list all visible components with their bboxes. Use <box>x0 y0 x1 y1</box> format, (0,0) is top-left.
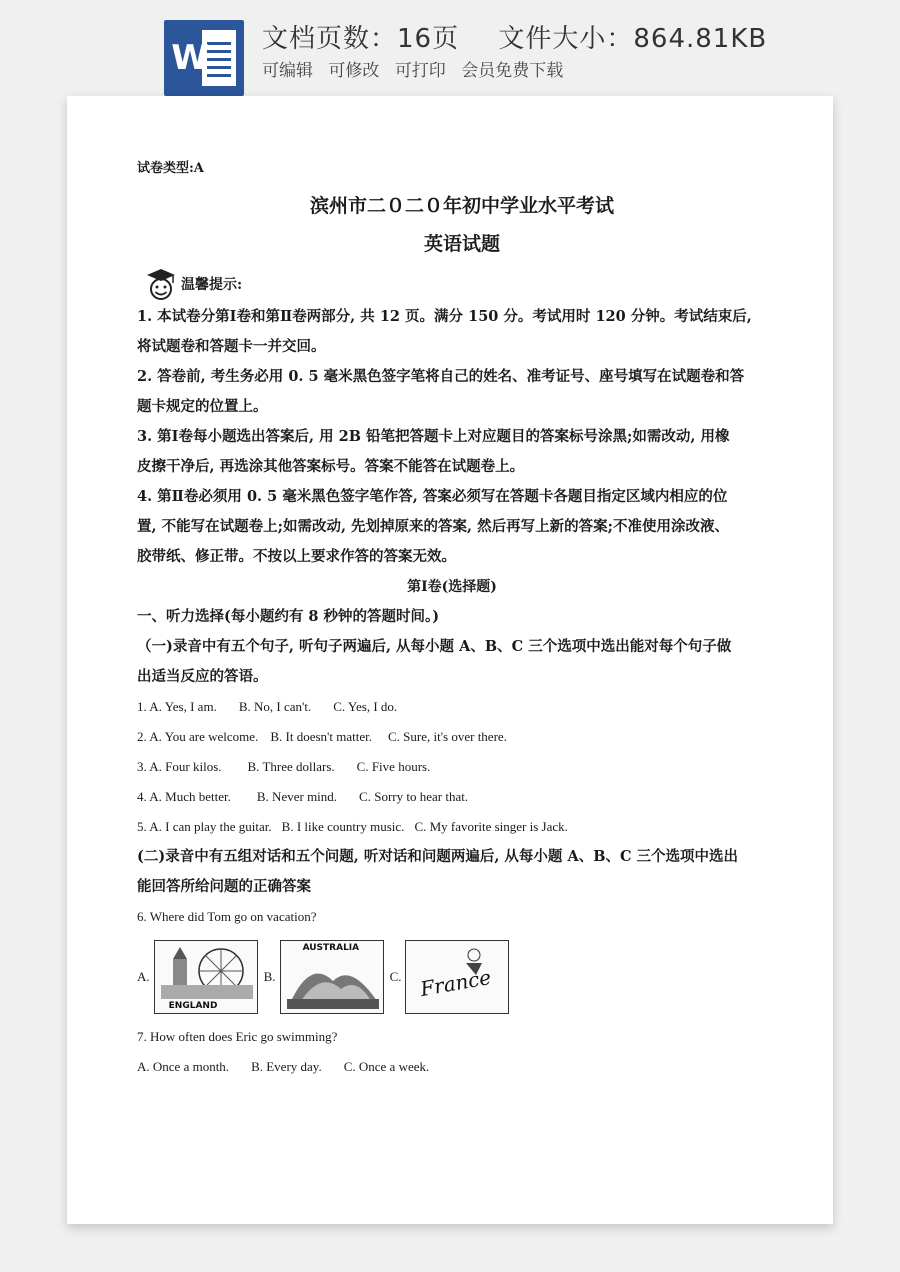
tip-3: 3. 第Ⅰ卷每小题选出答案后, 用 2B 铅笔把答题卡上对应题目的答案标号涂黑;如需改动, 用橡 皮擦干净后, 再选涂其他答案标号。答案不能答在试题卷上。 <box>137 428 730 475</box>
tips-label: 温馨提示: <box>181 277 243 293</box>
tips-heading <box>137 266 767 302</box>
file-size: 文件大小：864.81KB <box>498 24 768 54</box>
feature-list <box>262 56 573 81</box>
tip-1: 1. 本试卷分第Ⅰ卷和第Ⅱ卷两部分, 共 12 页。满分 150 分。考试用时 120 分钟。考试结束后, 将试题卷和答题卡一并交回。 <box>137 308 752 355</box>
exam-type: 试卷类型:A <box>137 161 204 176</box>
tip-4: 4. 第Ⅱ卷必须用 0. 5 毫米黑色签字笔作答, 答案必须写在答题卡各题目指定区域内相应的位 置, 不能写在试题卷上;如需改动, 先划掉原来的答案, 然后再写上新的答案;不准使用涂改液、 胶带纸、修正带。不按以上要求作答的答案无效。 <box>137 488 729 565</box>
question-6: 6. Where did Tom go on vacation? <box>137 909 317 924</box>
tip-2: 2. 答卷前, 考生务必用 0. 5 毫米黑色签字笔将自己的姓名、准考证号、座号填写在试题卷和答 题卡规定的位置上。 <box>137 368 745 415</box>
page-title: 滨州市二０二０年初中学业水平考试 <box>309 195 614 217</box>
page-count: 文档页数：16页 <box>262 24 460 54</box>
france-picture: France <box>405 940 509 1014</box>
document-page <box>67 96 833 1224</box>
smiley-graduate-icon <box>143 266 179 302</box>
feature-modifiable: 可修改 <box>328 61 380 81</box>
question-4: 4. A. Much better. B. Never mind. C. Sorry to hear that. <box>137 789 469 804</box>
part1a-instructions: （一)录音中有五个句子, 听句子两遍后, 从每小题 A、B、C 三个选项中选出能对每个句子做 出适当反应的答语。 <box>137 638 732 685</box>
feature-printable: 可打印 <box>394 61 446 81</box>
australia-picture: AUSTRALIA <box>280 940 384 1014</box>
question-6-options: A. ENGLAND B. AUSTRALIA C. France <box>137 938 767 1016</box>
england-picture: ENGLAND <box>154 940 258 1014</box>
question-3: 3. A. Four kilos. B. Three dollars. C. Five hours. <box>137 759 431 774</box>
feature-member-free: 会员免费下载 <box>461 61 564 81</box>
page-subtitle: 英语试题 <box>423 233 500 255</box>
question-2: 2. A. You are welcome. B. It doesn't matter. C. Sure, it's over there. <box>137 729 507 744</box>
part1b-instructions: (二)录音中有五组对话和五个问题, 听对话和问题两遍后, 从每小题 A、B、C 三个选项中选出 能回答所给问题的正确答案 <box>137 848 739 895</box>
part1-title: 一、听力选择(每小题约有 8 秒钟的答题时间。) <box>137 608 440 625</box>
section-title: 第Ⅰ卷(选择题) <box>407 579 497 595</box>
question-1: 1. A. Yes, I am. B. No, I can't. C. Yes, I do. <box>137 699 398 714</box>
question-7: 7. How often does Eric go swimming? <box>137 1029 338 1044</box>
header-banner <box>0 0 900 100</box>
question-7-options: A. Once a month. B. Every day. C. Once a week. <box>137 1059 430 1074</box>
doc-meta <box>262 18 767 55</box>
word-doc-icon: W <box>164 20 244 96</box>
feature-editable: 可编辑 <box>262 61 313 81</box>
question-5: 5. A. I can play the guitar. B. I like country music. C. My favorite singer is Jack. <box>137 819 568 834</box>
